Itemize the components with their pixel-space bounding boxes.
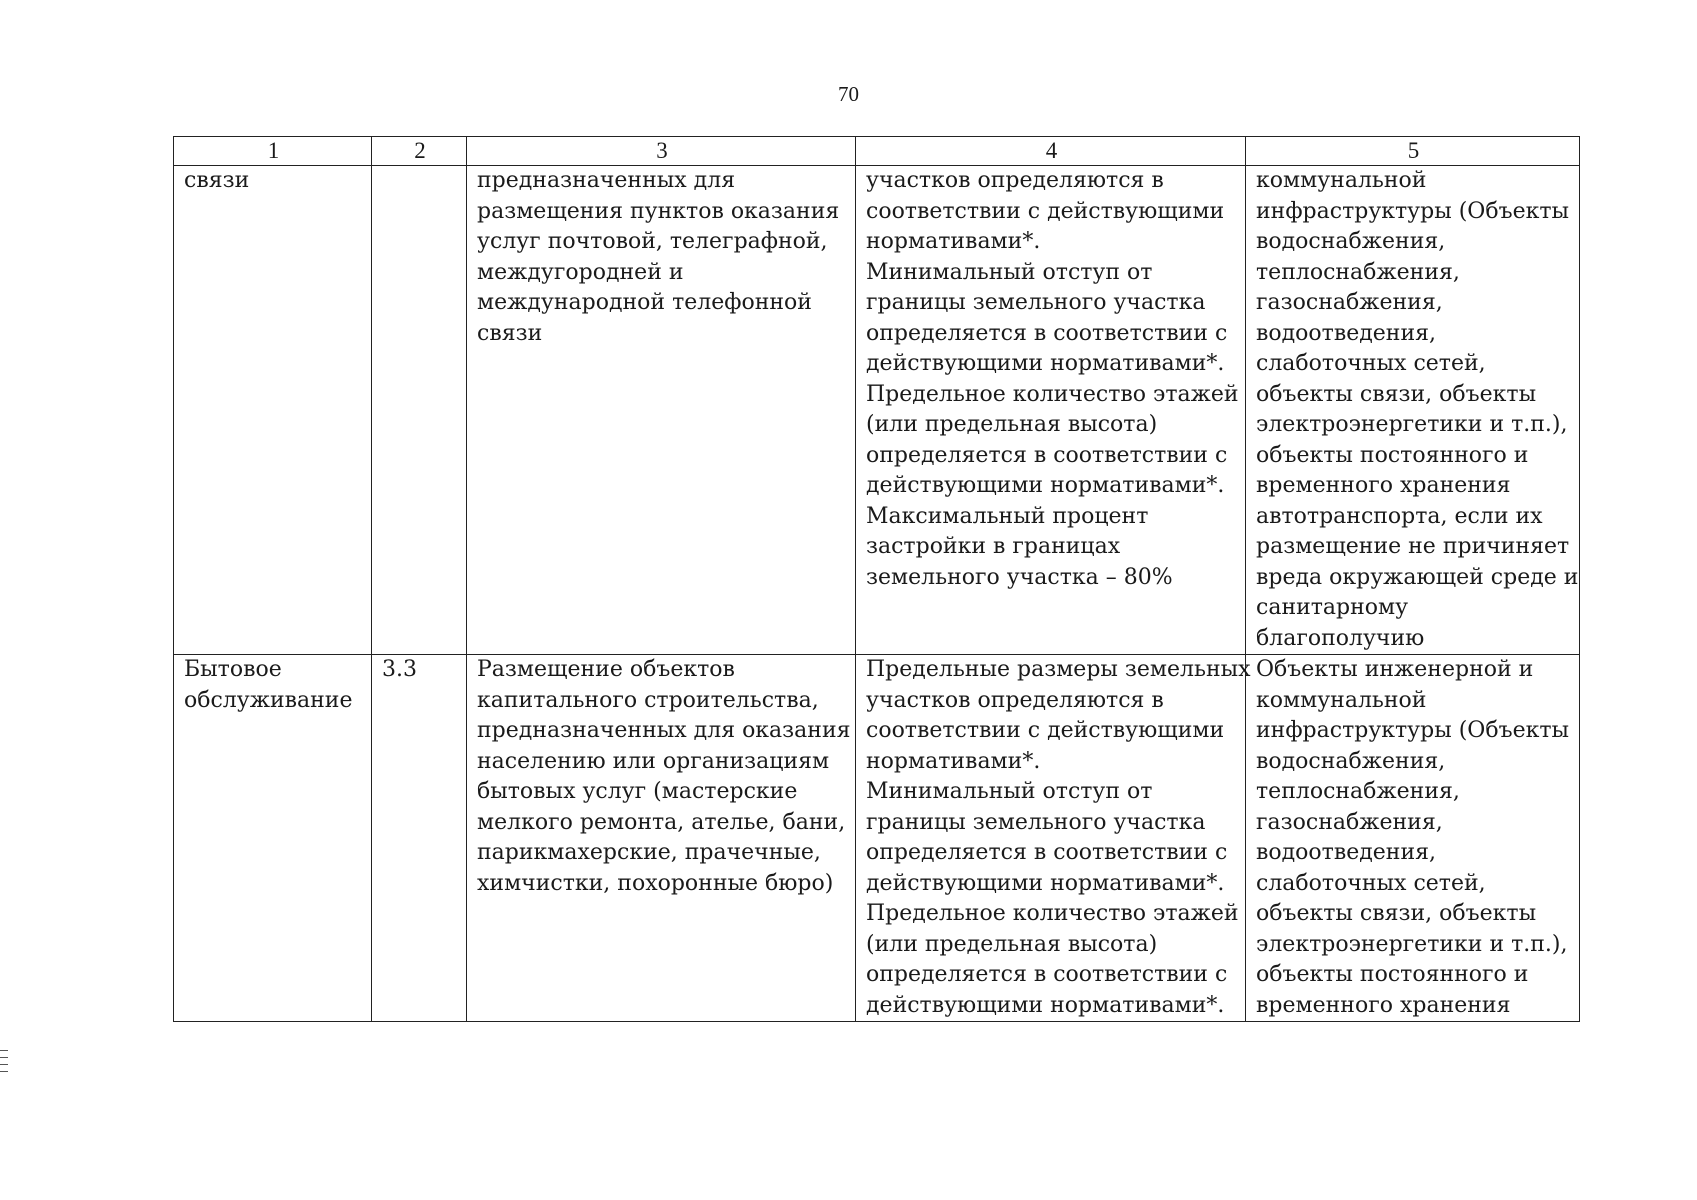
cell-text-line: химчистки, похоронные бюро) [477, 870, 834, 896]
cell-text-line: бытовых услуг (мастерские [477, 779, 798, 804]
cell-text-line: соответствии с действующими [866, 198, 1225, 224]
cell-text-line: слаботочных сетей, [1256, 351, 1486, 376]
column-header-2: 2 [372, 137, 467, 166]
cell-text-line: объекты связи, объекты [1256, 901, 1537, 926]
cell-text-line: (или предельная высота) [866, 412, 1158, 437]
cell-text-line: нормативами*. [866, 748, 1041, 774]
cell-text-line: границы земельного участка [866, 290, 1206, 315]
cell-text-line: Максимальный процент [866, 503, 1149, 529]
regulations-table [173, 136, 1580, 1022]
cell-text-line: временного хранения [1256, 473, 1511, 498]
cell-text-line: действующими нормативами*. [866, 992, 1225, 1018]
cell-text-line: инфраструктуры (Объекты [1256, 718, 1570, 743]
cell-text-line: объекты постоянного и [1256, 962, 1529, 987]
cell-text-line: определяется в соответствии с [866, 962, 1228, 987]
cell-text-line: объекты постоянного и [1256, 442, 1529, 468]
cell-text-line: газоснабжения, [1256, 290, 1443, 315]
cell-text-line: размещения пунктов оказания [477, 198, 840, 224]
cell-text-line: Объекты инженерной и [1256, 657, 1534, 682]
cell-text-line: обслуживание [184, 687, 353, 713]
cell-text-line: временного хранения [1256, 992, 1511, 1018]
cell-text-line: капитального строительства, [477, 687, 819, 713]
cell-usage-code [372, 655, 467, 1022]
table-row [174, 166, 1580, 655]
cell-text-line: определяется в соответствии с [866, 442, 1228, 468]
cell-text-line: предназначенных для [477, 168, 736, 193]
cell-text-line: коммунальной [1256, 687, 1427, 713]
cell-text-line: слаботочных сетей, [1256, 870, 1486, 896]
cell-text-line: водоснабжения, [1256, 229, 1446, 254]
cell-usage-description [467, 655, 856, 1022]
cell-text-line: электроэнергетики и т.п.), [1256, 412, 1568, 437]
cell-text-line: населению или организациям [477, 748, 830, 774]
cell-text-line: Минимальный отступ от [866, 779, 1153, 804]
cell-auxiliary-objects [1246, 655, 1580, 1022]
page-number: 70 [838, 82, 859, 106]
cell-text-line: объекты связи, объекты [1256, 381, 1537, 407]
cell-usage-name [174, 166, 372, 655]
cell-text-line: участков определяются в [866, 168, 1164, 193]
cell-text-line: водоотведения, [1256, 840, 1437, 865]
cell-text-line: Предельные размеры земельных [866, 657, 1251, 682]
column-header-1: 1 [174, 137, 372, 166]
cell-text-line: коммунальной [1256, 168, 1427, 193]
cell-text-line: определяется в соответствии с [866, 320, 1228, 346]
cell-text-line: 3.3 [382, 657, 417, 682]
cell-text-line: границы земельного участка [866, 809, 1206, 835]
cell-text-line: автотранспорта, если их [1256, 503, 1543, 529]
cell-text-line: застройки в границах [866, 534, 1121, 559]
cell-text-line: мелкого ремонта, ателье, бани, [477, 809, 846, 835]
cell-text-line: теплоснабжения, [1256, 779, 1460, 804]
cell-text-line: парикмахерские, прачечные, [477, 840, 821, 865]
cell-text-line: действующими нормативами*. [866, 870, 1225, 896]
cell-text-line: услуг почтовой, телеграфной, [477, 229, 828, 254]
cell-text-line: водоснабжения, [1256, 748, 1446, 774]
cell-text-line: действующими нормативами*. [866, 473, 1225, 498]
cell-text-line: связи [477, 320, 543, 346]
cell-usage-description [467, 166, 856, 655]
cell-auxiliary-objects [1246, 166, 1580, 655]
cell-text-line: земельного участка – 80% [866, 564, 1173, 590]
column-header-3: 3 [467, 137, 856, 166]
cell-text-line: действующими нормативами*. [866, 351, 1225, 376]
cell-text-line: международной телефонной [477, 290, 812, 315]
cell-text-line: Размещение объектов [477, 657, 735, 682]
cell-text-line: газоснабжения, [1256, 809, 1443, 835]
cell-parameters [856, 655, 1251, 1022]
cell-text-line: водоотведения, [1256, 320, 1437, 346]
cell-text-line: определяется в соответствии с [866, 840, 1228, 865]
cell-text-line: предназначенных для оказания [477, 718, 851, 743]
cell-text-line: электроэнергетики и т.п.), [1256, 931, 1568, 957]
cell-text-line: Предельное количество этажей [866, 381, 1239, 407]
cell-text-line: междугородней и [477, 259, 684, 285]
cell-text-line: связи [184, 168, 250, 193]
cell-text-line: теплоснабжения, [1256, 259, 1460, 285]
table-header-row [174, 137, 1580, 166]
cell-text-line: соответствии с действующими [866, 718, 1225, 743]
cell-text-line: Предельное количество этажей [866, 901, 1239, 926]
cell-text-line: (или предельная высота) [866, 931, 1158, 957]
scan-margin-marks [0, 1050, 8, 1078]
cell-usage-code [372, 166, 467, 655]
cell-text-line: инфраструктуры (Объекты [1256, 198, 1570, 224]
cell-parameters [856, 166, 1246, 655]
cell-text-line: благополучию [1256, 625, 1425, 651]
cell-usage-name [174, 655, 372, 1022]
cell-text-line: Бытовое [184, 657, 282, 682]
cell-text-line: нормативами*. [866, 229, 1041, 254]
table-row [174, 655, 1580, 1022]
cell-text-line: участков определяются в [866, 687, 1164, 713]
cell-text-line: размещение не причиняет [1256, 534, 1570, 559]
cell-text-line: вреда окружающей среде и [1256, 564, 1579, 590]
column-header-4: 4 [856, 137, 1246, 166]
cell-text-line: Минимальный отступ от [866, 259, 1153, 285]
cell-text-line: санитарному [1256, 595, 1409, 620]
column-header-5: 5 [1246, 137, 1580, 166]
